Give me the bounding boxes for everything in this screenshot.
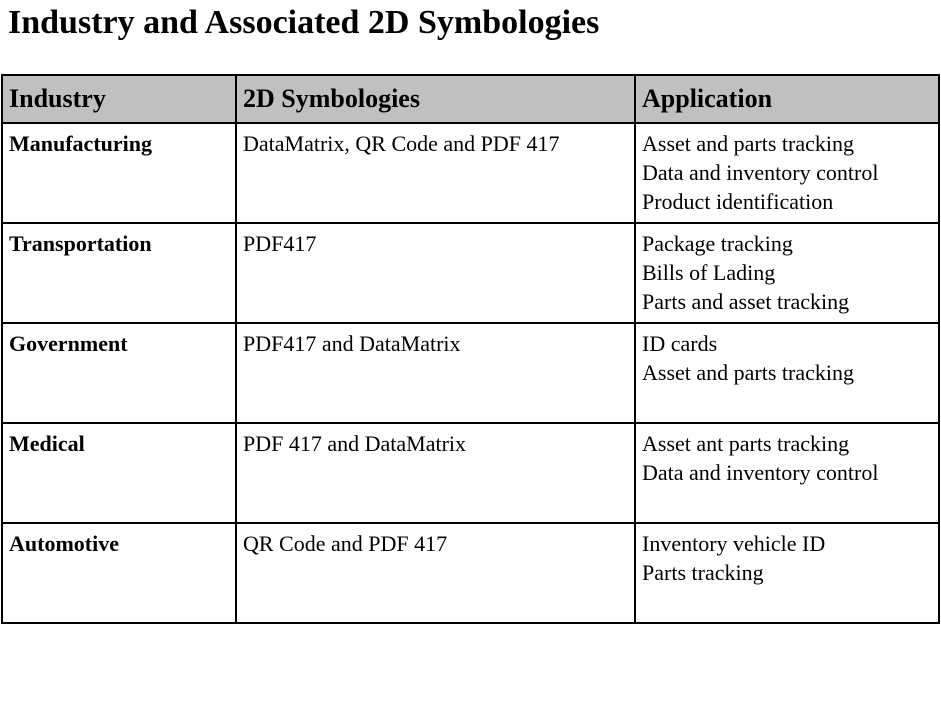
table-row bbox=[2, 323, 939, 423]
industry-cell: Government bbox=[2, 323, 236, 423]
industry-cell: Automotive bbox=[2, 523, 236, 623]
application-line: Data and inventory control bbox=[642, 160, 879, 185]
symbologies-cell: PDF417 and DataMatrix bbox=[236, 323, 635, 423]
application-line: Inventory vehicle ID bbox=[642, 531, 826, 556]
application-line: Asset ant parts tracking bbox=[642, 431, 850, 456]
industry-cell: Transportation bbox=[2, 223, 236, 323]
header-symbologies: 2D Symbologies bbox=[236, 75, 635, 123]
application-cell bbox=[635, 323, 939, 423]
table-row bbox=[2, 123, 939, 223]
application-line: Parts and asset tracking bbox=[642, 289, 850, 314]
application-line: Bills of Lading bbox=[642, 260, 776, 285]
application-cell bbox=[635, 223, 939, 323]
symbologies-cell: QR Code and PDF 417 bbox=[236, 523, 635, 623]
application-cell bbox=[635, 523, 939, 623]
application-line: Asset and parts tracking bbox=[642, 131, 854, 156]
symbologies-cell: PDF417 bbox=[236, 223, 635, 323]
application-line: Parts tracking bbox=[642, 560, 764, 585]
industry-cell: Manufacturing bbox=[2, 123, 236, 223]
symbologies-cell: DataMatrix, QR Code and PDF 417 bbox=[236, 123, 635, 223]
table-row bbox=[2, 223, 939, 323]
symbology-table bbox=[1, 74, 940, 624]
header-application: Application bbox=[635, 75, 939, 123]
table-row bbox=[2, 423, 939, 523]
header-industry: Industry bbox=[2, 75, 236, 123]
header-row bbox=[2, 75, 939, 123]
application-line: Data and inventory control bbox=[642, 460, 879, 485]
page-title: Industry and Associated 2D Symbologies bbox=[8, 4, 600, 41]
application-cell bbox=[635, 423, 939, 523]
application-line: Product identification bbox=[642, 189, 834, 214]
application-line: Asset and parts tracking bbox=[642, 360, 854, 385]
industry-cell: Medical bbox=[2, 423, 236, 523]
application-cell bbox=[635, 123, 939, 223]
application-line: ID cards bbox=[642, 331, 718, 356]
symbologies-cell: PDF 417 and DataMatrix bbox=[236, 423, 635, 523]
application-line: Package tracking bbox=[642, 231, 793, 256]
table-row bbox=[2, 523, 939, 623]
